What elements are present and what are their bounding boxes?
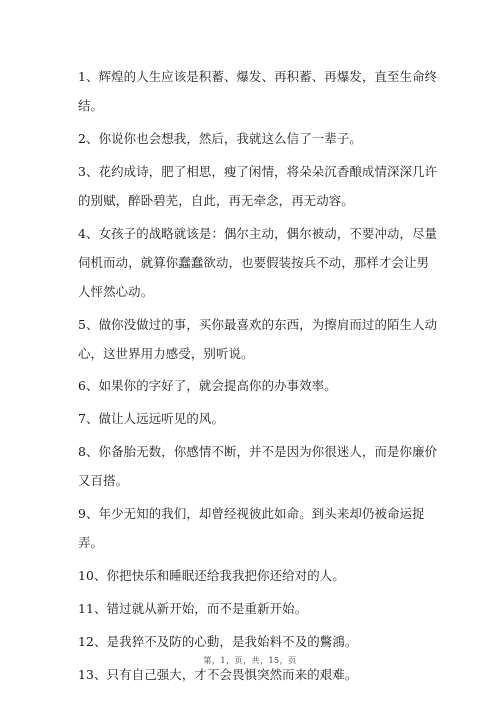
paragraph: 2、你说你也会想我，然后，我就这么信了一辈子。	[78, 130, 362, 146]
paragraph: 11、错过就从新开始，而不是重新开始。	[78, 600, 308, 616]
paragraph: 12、是我猝不及防的心動，是我始料不及的鷩鴻。	[78, 633, 358, 649]
paragraph: 8、你备胎无数，你感情不断，并不是因为你很迷人，而是你廉价又百搭。	[78, 444, 438, 489]
paragraph: 1、辉煌的人生应该是积蓄、爆发、再积蓄、再爆发，直至生命终结。	[78, 69, 438, 113]
paragraph: 13、只有自己强大，才不会畏惧突然而来的艰难。	[78, 666, 358, 682]
paragraph: 6、如果你的字好了，就会提高你的办事效率。	[78, 378, 337, 394]
paragraph: 9、年少无知的我们，却曾经视彼此如命。到头来却仍被命运捉弄。	[78, 506, 425, 551]
paragraph: 3、花约成诗，肥了相思，瘦了闲情，将朵朵沉香酿成情深深几许的别赋，醉卧碧芜，自此，再无牵念，再无动容。	[78, 163, 438, 208]
paragraph: 5、做你没做过的事，买你最喜欢的东西，为擦肩而过的陌生人动心，这世界用力感受，别听说。	[78, 316, 438, 361]
page-footer: 第，1，页，共，15，页	[203, 656, 297, 665]
paragraph: 4、女孩子的战略就该是：偶尔主动，偶尔被动，不要冲动，尽量伺机而动，就算你蠢蠢欲动，也要假装按兵不动，那样才会让男人怦然心动。	[78, 225, 438, 299]
paragraph: 7、做让人远远听见的风。	[78, 411, 224, 427]
paragraph: 10、你把快乐和睡眠还给我我把你还给对的人。	[78, 568, 345, 584]
document-body	[78, 62, 438, 693]
